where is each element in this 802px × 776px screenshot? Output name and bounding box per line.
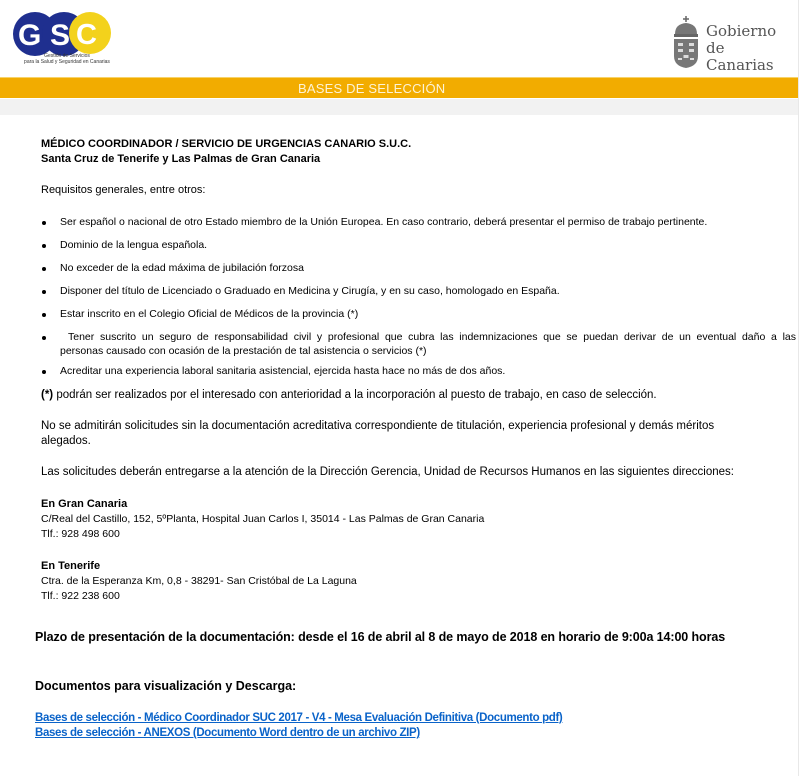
requirements-intro: Requisitos generales, entre otros: — [41, 184, 206, 196]
note-text: podrán ser realizados por el interesado con anterioridad a la incorporación al puesto de trabajo, en caso de selección. — [53, 389, 657, 401]
page-border — [798, 0, 799, 776]
gsc-logo-subtitle — [2, 53, 132, 65]
bullet-icon — [42, 290, 46, 294]
notice-line1: No se admitirán solicitudes sin la documentación acreditativa correspondiente de titulación, experiencia profesional y demás méritos — [41, 420, 715, 432]
job-title: MÉDICO COORDINADOR / SERVICIO DE URGENCIAS CANARIO S.U.C. — [41, 138, 412, 150]
section-title: BASES DE SELECCIÓN — [298, 81, 446, 96]
section-subband — [0, 99, 798, 115]
requirement-item: Estar inscrito en el Colegio Oficial de Médicos de la provincia (*) — [60, 308, 359, 320]
svg-text:G: G — [18, 19, 42, 52]
requirement-item: Dominio de la lengua española. — [60, 239, 208, 251]
bullet-icon — [42, 267, 46, 271]
notice-line2: alegados. — [41, 435, 91, 447]
address-line: Ctra. de la Esperanza Km, 0,8 - 38291- San Cristóbal de La Laguna — [41, 575, 357, 587]
gobierno-line2: de Canarias — [706, 39, 774, 74]
address-title: En Tenerife — [41, 560, 101, 572]
gsc-subtitle-line1: Gestión de Servicios — [44, 53, 90, 59]
gobierno-canarias-wordmark — [706, 23, 795, 74]
gsc-logo-mark — [8, 10, 118, 56]
requirement-item: Acreditar una experiencia laboral sanitaria asistencial, ejercida hasta hace no más de dos años. — [60, 365, 506, 377]
submission-text: Las solicitudes deberán entregarse a la atención de la Dirección Gerencia, Unidad de Recursos Humanos en las siguientes direcciones: — [41, 466, 734, 478]
address-title: En Gran Canaria — [41, 498, 128, 510]
note-marker: (*) — [41, 389, 54, 401]
bullet-icon — [42, 244, 46, 248]
requirements-note — [41, 388, 657, 402]
bullet-icon — [42, 336, 46, 340]
gsc-subtitle-line2: para la Salud y Seguridad en Canarias — [24, 59, 110, 65]
requirement-item-continuation: personas causado con ocasión de la prestación de tal asistencia o servicios (*) — [60, 345, 427, 357]
address-phone: Tlf.: 922 238 600 — [41, 590, 120, 602]
job-location: Santa Cruz de Tenerife y Las Palmas de Gran Canaria — [41, 153, 321, 165]
documents-heading: Documentos para visualización y Descarga: — [35, 679, 297, 693]
svg-text:C: C — [76, 19, 97, 51]
address-phone: Tlf.: 928 498 600 — [41, 528, 120, 540]
gobierno-canarias-logo — [670, 14, 795, 74]
bullet-icon — [42, 313, 46, 317]
requirement-item: Tener suscrito un seguro de responsabilidad civil y profesional que cubra las indemnizaciones que se puedan derivar de un eventual daño a las — [68, 331, 796, 343]
document-link-zip[interactable]: Bases de selección - ANEXOS (Documento Word dentro de un archivo ZIP) — [35, 727, 420, 739]
document-link-pdf[interactable]: Bases de selección - Médico Coordinador SUC 2017 - V4 - Mesa Evaluación Definitiva (Documento pdf) — [35, 712, 563, 724]
bullet-icon — [42, 221, 46, 225]
svg-text:S: S — [50, 19, 71, 52]
requirement-item: Disponer del título de Licenciado o Graduado en Medicina y Cirugía, y en su caso, homologado en España. — [60, 285, 560, 297]
gobierno-line1: Gobierno — [706, 22, 777, 40]
requirement-item: No exceder de la edad máxima de jubilación forzosa — [60, 262, 304, 274]
deadline-text: Plazo de presentación de la documentación: desde el 16 de abril al 8 de mayo de 2018 en horario de 9:00a 14:00 horas — [35, 630, 726, 644]
bullet-icon — [42, 370, 46, 374]
coat-of-arms-icon — [670, 14, 702, 70]
address-line: C/Real del Castillo, 152, 5ºPlanta, Hospital Juan Carlos I, 35014 - Las Palmas de Gran Canaria — [41, 513, 485, 525]
section-title-band — [0, 77, 798, 98]
page-header — [0, 0, 798, 77]
requirement-item: Ser español o nacional de otro Estado miembro de la Unión Europea. En caso contrario, deberá presentar el permiso de trabajo pertinente. — [60, 216, 708, 228]
